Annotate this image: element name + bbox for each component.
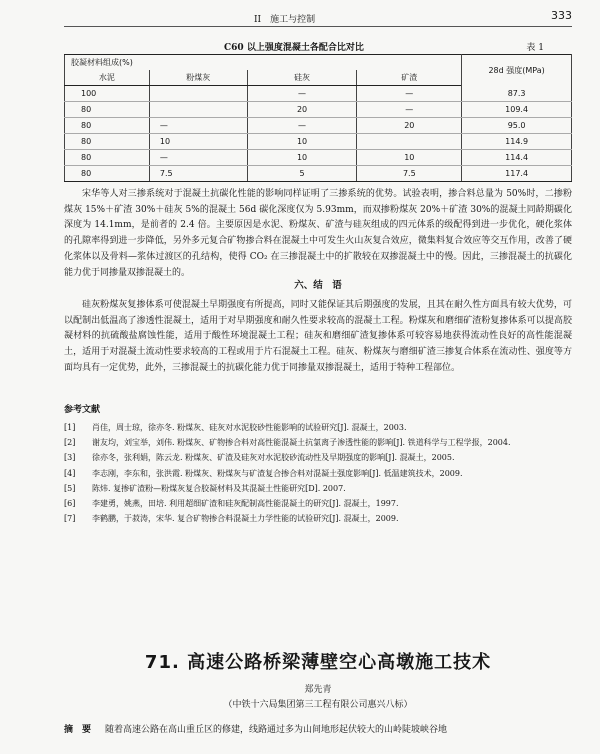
table-cell: 20 xyxy=(357,118,462,134)
abstract xyxy=(64,722,572,735)
table-cell xyxy=(149,86,247,102)
table-cell: 100 xyxy=(65,86,150,102)
reference-number: [6] xyxy=(64,499,76,509)
table-row xyxy=(65,166,572,182)
table-cell: 7.5 xyxy=(149,166,247,182)
reference-item xyxy=(64,466,572,481)
table-cell: — xyxy=(357,86,462,102)
reference-text: 谢友均，刘宝举，刘伟. 粉煤灰、矿物掺合料对高性能混凝土抗氯离子渗透性能的影响[J]. 铁道科学与工程学报，2004. xyxy=(92,438,511,448)
running-header-section: II 施工与控制 xyxy=(254,15,316,25)
column-header-slag: 矿渣 xyxy=(357,70,462,86)
section-heading-conclusion: 六、结 语 xyxy=(294,280,342,291)
article-affiliation: （中铁十六局集团第三工程有限公司惠兴八标） xyxy=(223,700,413,710)
reference-number: [2] xyxy=(64,438,76,448)
reference-item xyxy=(64,481,572,496)
reference-number: [4] xyxy=(64,468,76,478)
table-cell: — xyxy=(149,150,247,166)
table-cell: 10 xyxy=(149,134,247,150)
mix-proportion-table xyxy=(64,54,572,182)
column-header-flyash: 粉煤灰 xyxy=(149,70,247,86)
column-header-strength: 28d 强度(MPa) xyxy=(462,55,572,86)
table-title: C60 以上强度混凝土各配合比对比 xyxy=(224,43,364,53)
reference-text: 李鹤鹏，于菽涛，宋华. 复合矿物掺合料混凝土力学性能的试验研究[J]. 混凝土，2009. xyxy=(92,514,399,524)
table-cell: 117.4 xyxy=(462,166,572,182)
table-cell xyxy=(357,134,462,150)
table-cell: — xyxy=(357,102,462,118)
reference-item xyxy=(64,450,572,465)
paragraph-carbonation: 宋华等人对三掺系统对于混凝土抗碳化性能的影响同样证明了三掺系统的优势。试验表明，掺合料总量为 50%时，二掺粉煤灰 15%＋矿渣 30%＋硅灰 5%的混凝土 56d 碳化深度仅为 5.93mm，而双掺粉煤灰 20%＋矿渣 30%的混凝土同龄期碳化深度为 14.1mm，是前者的 2.4 倍。主要原因是水泥、粉煤灰、矿渣与硅灰组成的四元体系的级配得到进一步优化，硬化浆体的孔隙率得到进一步降低，另外多元复合矿物掺合料在混凝土中可发生火山灰复合效应，微集料复合效应等交互作用，改善了硬化浆体以及骨料—浆体过渡区的孔结构，使得 CO₂ 在三掺混凝土中的扩散较在双掺混凝土中的慢。因此，三掺混凝土的抗碳化能力优于同掺量双掺混凝土的。 xyxy=(64,189,572,278)
page-number: 333 xyxy=(551,9,572,22)
table-cell: — xyxy=(149,118,247,134)
table-cell: 114.4 xyxy=(462,150,572,166)
group-header: 胶凝材料组成(%) xyxy=(65,55,462,71)
reference-item xyxy=(64,511,572,526)
article-title: 71. 高速公路桥梁薄壁空心高墩施工技术 xyxy=(144,652,492,673)
reference-number: [1] xyxy=(64,423,76,432)
reference-item xyxy=(64,435,572,450)
reference-text: 徐亦冬，张利娟，陈云龙. 粉煤灰、矿渣及硅灰对水泥胶砂流动性及早期强度的影响[J]. 混凝土，2005. xyxy=(92,453,455,463)
table-row xyxy=(65,118,572,134)
table-cell: 7.5 xyxy=(357,166,462,182)
table-cell: 80 xyxy=(65,150,150,166)
table-row xyxy=(65,134,572,150)
abstract-text: 随着高速公路在高山重丘区的修建，线路通过多为山间地形起伏较大的山岭陡坡峡谷地 xyxy=(105,725,448,735)
column-header-cement: 水泥 xyxy=(65,70,150,86)
table-cell: — xyxy=(247,118,357,134)
abstract-label: 摘 要 xyxy=(64,725,92,735)
table-cell: 20 xyxy=(247,102,357,118)
table-cell: 109.4 xyxy=(462,102,572,118)
reference-text: 李志刚，李东和，张洪霞. 粉煤灰、粉煤灰与矿渣复合掺合料对混凝土强度影响[J]. 低温建筑技术，2009. xyxy=(92,468,463,478)
table-row xyxy=(65,102,572,118)
table-cell: 80 xyxy=(65,102,150,118)
table-caption xyxy=(64,40,572,54)
table-cell: 5 xyxy=(247,166,357,182)
table-cell: 80 xyxy=(65,134,150,150)
running-header xyxy=(64,10,572,27)
reference-text: 李建勇，姚燕，田培. 利用超细矿渣和硅灰配制高性能混凝土的研究[J]. 混凝土，1997. xyxy=(92,499,399,509)
reference-number: [3] xyxy=(64,453,76,463)
column-header-silica-fume: 硅灰 xyxy=(247,70,357,86)
references-list xyxy=(64,420,572,526)
table-header-row-1 xyxy=(65,55,572,71)
table-cell: 10 xyxy=(247,150,357,166)
article-author: 郑先青 xyxy=(304,685,332,695)
paragraph-conclusion: 硅灰粉煤灰复掺体系可使混凝土早期强度有所提高，同时又能保证其后期强度的发展，且其在耐久性方面具有较大优势，可以配制出低温高了渗透性混凝土，适用于对早期强度和耐久性要求较高的混凝土工程。粉煤灰和磨细矿渣粉复掺体系可以提高胶凝材料的抗硫酸盐腐蚀性能，适用于酸性环境混凝土工程；硅灰和磨细矿渣复掺体系可较容易地获得流动性良好的高性能混凝土，适用于对混凝土流动性要求较高的工程或用于片石混凝土工程。硅灰、粉煤灰与磨细矿渣三掺复合体系在流动性、强度等方面均具有一定优势，此外，三掺混凝土的抗碳化能力优于同掺量双掺混凝土，适用于特种工程部位。 xyxy=(64,300,572,373)
table-cell: 10 xyxy=(357,150,462,166)
reference-text: 肖佳，周士琼，徐亦冬. 粉煤灰、硅灰对水泥胶砂性能影响的试验研究[J]. 混凝土，2003. xyxy=(92,423,407,432)
references-heading: 参考文献 xyxy=(64,405,101,415)
table-cell: 87.3 xyxy=(462,86,572,102)
table-cell: — xyxy=(247,86,357,102)
table-cell: 10 xyxy=(247,134,357,150)
table-cell: 114.9 xyxy=(462,134,572,150)
table-cell: 80 xyxy=(65,118,150,134)
table-cell: 80 xyxy=(65,166,150,182)
table-number: 表 1 xyxy=(526,43,544,53)
table-row xyxy=(65,150,572,166)
table-row xyxy=(65,86,572,102)
table-cell xyxy=(149,102,247,118)
reference-number: [5] xyxy=(64,483,76,493)
table-cell: 95.0 xyxy=(462,118,572,134)
reference-text: 陈炜. 复掺矿渣粉—粉煤灰复合胶凝材料及其混凝土性能研究[D]. 2007. xyxy=(92,483,346,493)
reference-number: [7] xyxy=(64,514,76,524)
reference-item xyxy=(64,420,572,435)
reference-item xyxy=(64,496,572,511)
